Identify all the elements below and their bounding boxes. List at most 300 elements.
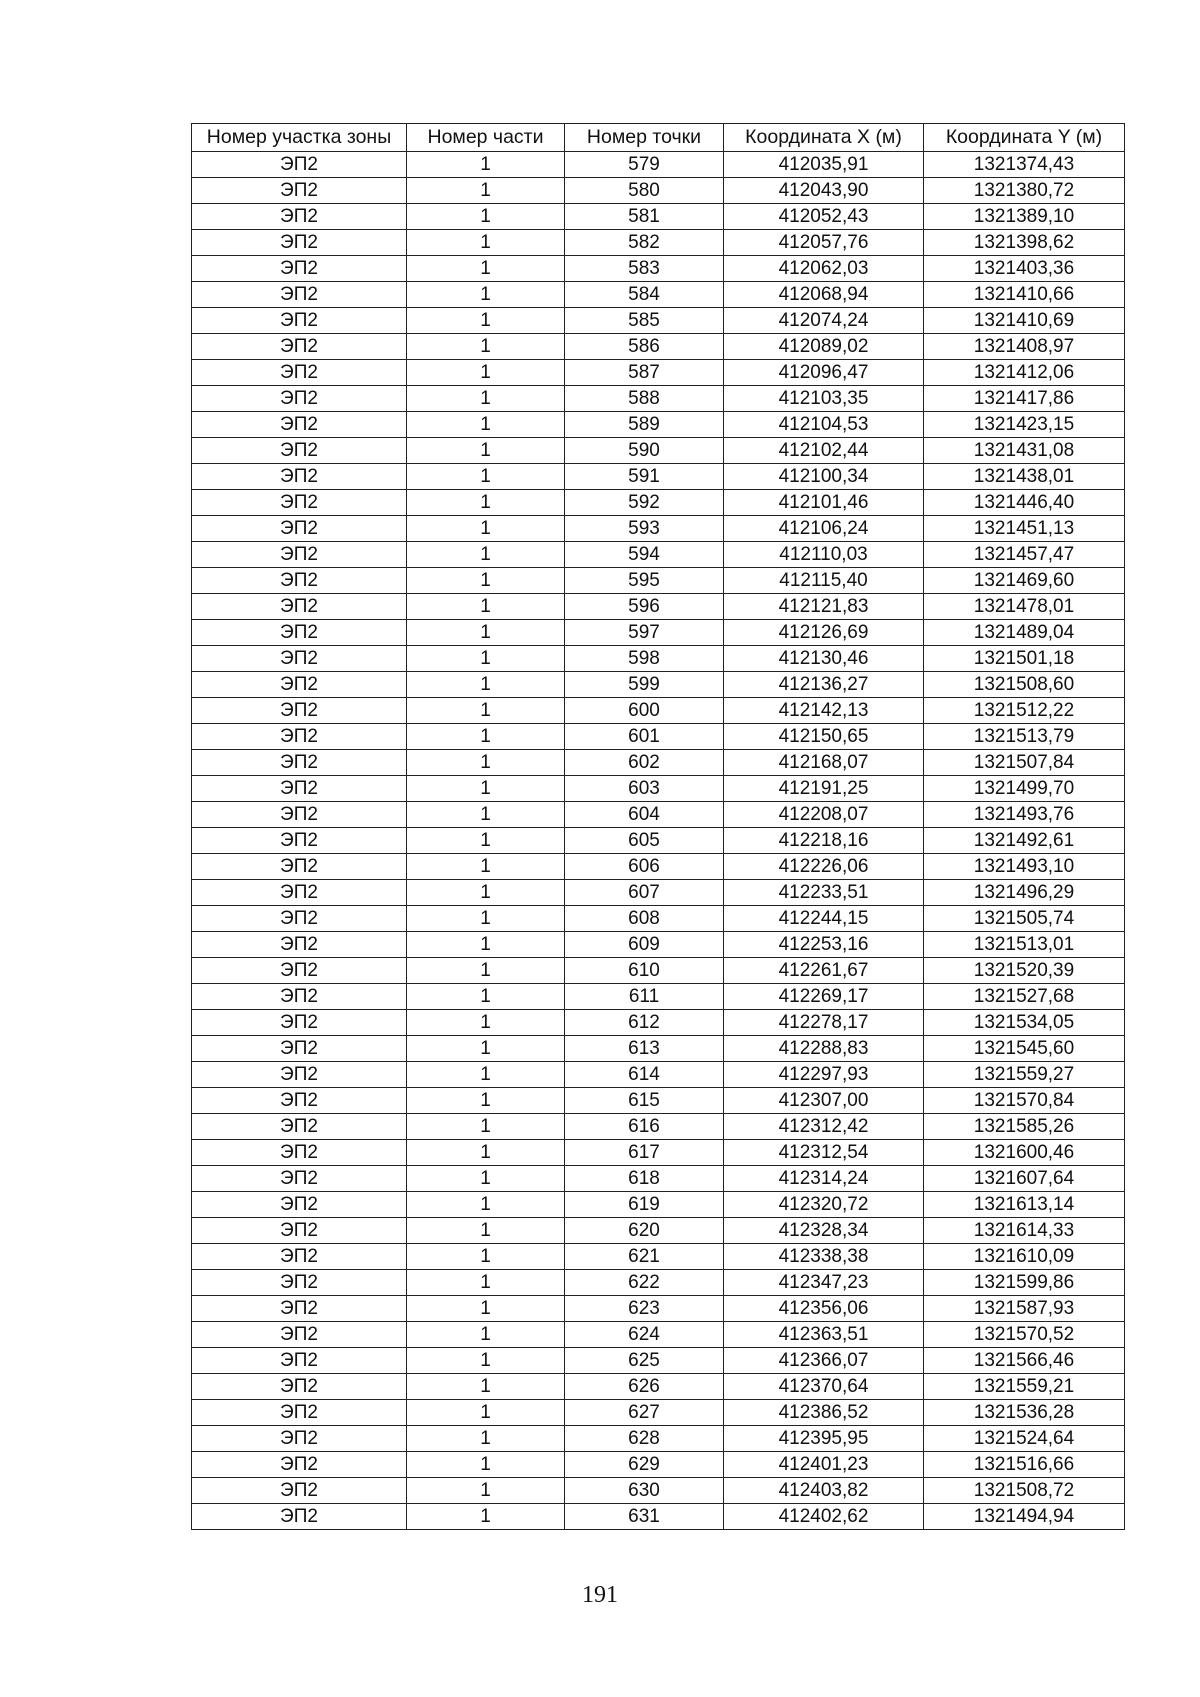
cell-coordinate-x: 412168,07 <box>724 750 924 776</box>
cell-zone-plot: ЭП2 <box>192 256 407 282</box>
cell-coordinate-y: 1321570,84 <box>924 1088 1125 1114</box>
cell-point-number: 627 <box>565 1400 724 1426</box>
cell-coordinate-y: 1321457,47 <box>924 542 1125 568</box>
cell-part-number: 1 <box>407 750 565 776</box>
cell-part-number: 1 <box>407 620 565 646</box>
table-row <box>192 1062 1125 1088</box>
table-row <box>192 724 1125 750</box>
table-row <box>192 282 1125 308</box>
cell-point-number: 602 <box>565 750 724 776</box>
cell-zone-plot: ЭП2 <box>192 646 407 672</box>
table-row <box>192 334 1125 360</box>
coordinates-table <box>191 123 1125 1530</box>
cell-coordinate-x: 412068,94 <box>724 282 924 308</box>
table-body <box>192 152 1125 1530</box>
cell-zone-plot: ЭП2 <box>192 204 407 230</box>
cell-part-number: 1 <box>407 854 565 880</box>
cell-part-number: 1 <box>407 204 565 230</box>
cell-coordinate-y: 1321613,14 <box>924 1192 1125 1218</box>
cell-coordinate-y: 1321496,29 <box>924 880 1125 906</box>
cell-coordinate-y: 1321599,86 <box>924 1270 1125 1296</box>
cell-point-number: 612 <box>565 1010 724 1036</box>
table-row <box>192 1348 1125 1374</box>
cell-point-number: 629 <box>565 1452 724 1478</box>
cell-zone-plot: ЭП2 <box>192 672 407 698</box>
cell-coordinate-y: 1321438,01 <box>924 464 1125 490</box>
cell-part-number: 1 <box>407 646 565 672</box>
table-row <box>192 750 1125 776</box>
cell-coordinate-y: 1321513,79 <box>924 724 1125 750</box>
cell-part-number: 1 <box>407 1036 565 1062</box>
cell-point-number: 619 <box>565 1192 724 1218</box>
cell-zone-plot: ЭП2 <box>192 1400 407 1426</box>
cell-part-number: 1 <box>407 1452 565 1478</box>
table-row <box>192 1244 1125 1270</box>
table-row <box>192 1036 1125 1062</box>
cell-zone-plot: ЭП2 <box>192 1244 407 1270</box>
cell-zone-plot: ЭП2 <box>192 1452 407 1478</box>
cell-zone-plot: ЭП2 <box>192 828 407 854</box>
cell-coordinate-x: 412110,03 <box>724 542 924 568</box>
cell-point-number: 626 <box>565 1374 724 1400</box>
cell-point-number: 598 <box>565 646 724 672</box>
cell-part-number: 1 <box>407 724 565 750</box>
cell-point-number: 584 <box>565 282 724 308</box>
cell-zone-plot: ЭП2 <box>192 750 407 776</box>
table-row <box>192 802 1125 828</box>
cell-point-number: 596 <box>565 594 724 620</box>
cell-coordinate-y: 1321524,64 <box>924 1426 1125 1452</box>
table-row <box>192 542 1125 568</box>
table-row <box>192 178 1125 204</box>
cell-coordinate-y: 1321610,09 <box>924 1244 1125 1270</box>
cell-coordinate-y: 1321508,60 <box>924 672 1125 698</box>
cell-zone-plot: ЭП2 <box>192 1348 407 1374</box>
cell-part-number: 1 <box>407 1504 565 1530</box>
cell-zone-plot: ЭП2 <box>192 178 407 204</box>
cell-coordinate-x: 412115,40 <box>724 568 924 594</box>
table-row <box>192 1166 1125 1192</box>
table-row <box>192 620 1125 646</box>
cell-part-number: 1 <box>407 1244 565 1270</box>
cell-point-number: 618 <box>565 1166 724 1192</box>
cell-part-number: 1 <box>407 1062 565 1088</box>
cell-coordinate-y: 1321374,43 <box>924 152 1125 178</box>
cell-coordinate-y: 1321389,10 <box>924 204 1125 230</box>
cell-coordinate-x: 412035,91 <box>724 152 924 178</box>
table-row <box>192 672 1125 698</box>
cell-coordinate-x: 412403,82 <box>724 1478 924 1504</box>
header-coordinate-x: Координата X (м) <box>724 124 924 152</box>
cell-coordinate-x: 412320,72 <box>724 1192 924 1218</box>
cell-zone-plot: ЭП2 <box>192 594 407 620</box>
cell-coordinate-y: 1321412,06 <box>924 360 1125 386</box>
cell-coordinate-x: 412104,53 <box>724 412 924 438</box>
cell-coordinate-y: 1321493,76 <box>924 802 1125 828</box>
cell-zone-plot: ЭП2 <box>192 152 407 178</box>
header-coordinate-y: Координата Y (м) <box>924 124 1125 152</box>
cell-part-number: 1 <box>407 1192 565 1218</box>
cell-point-number: 621 <box>565 1244 724 1270</box>
cell-zone-plot: ЭП2 <box>192 802 407 828</box>
cell-point-number: 611 <box>565 984 724 1010</box>
cell-part-number: 1 <box>407 178 565 204</box>
cell-coordinate-x: 412366,07 <box>724 1348 924 1374</box>
cell-point-number: 607 <box>565 880 724 906</box>
cell-point-number: 593 <box>565 516 724 542</box>
cell-zone-plot: ЭП2 <box>192 334 407 360</box>
cell-coordinate-y: 1321493,10 <box>924 854 1125 880</box>
cell-part-number: 1 <box>407 412 565 438</box>
cell-coordinate-y: 1321494,94 <box>924 1504 1125 1530</box>
table-row <box>192 1478 1125 1504</box>
cell-point-number: 609 <box>565 932 724 958</box>
cell-coordinate-x: 412269,17 <box>724 984 924 1010</box>
table-row <box>192 1010 1125 1036</box>
cell-zone-plot: ЭП2 <box>192 1114 407 1140</box>
cell-coordinate-y: 1321417,86 <box>924 386 1125 412</box>
cell-point-number: 630 <box>565 1478 724 1504</box>
cell-point-number: 628 <box>565 1426 724 1452</box>
cell-point-number: 631 <box>565 1504 724 1530</box>
cell-coordinate-x: 412191,25 <box>724 776 924 802</box>
table-row <box>192 516 1125 542</box>
cell-coordinate-y: 1321489,04 <box>924 620 1125 646</box>
cell-point-number: 606 <box>565 854 724 880</box>
table-row <box>192 308 1125 334</box>
cell-coordinate-y: 1321566,46 <box>924 1348 1125 1374</box>
cell-zone-plot: ЭП2 <box>192 958 407 984</box>
cell-zone-plot: ЭП2 <box>192 490 407 516</box>
cell-part-number: 1 <box>407 958 565 984</box>
cell-point-number: 603 <box>565 776 724 802</box>
table-row <box>192 1322 1125 1348</box>
cell-part-number: 1 <box>407 802 565 828</box>
cell-point-number: 601 <box>565 724 724 750</box>
table-row <box>192 360 1125 386</box>
cell-coordinate-y: 1321600,46 <box>924 1140 1125 1166</box>
cell-coordinate-x: 412370,64 <box>724 1374 924 1400</box>
table-row <box>192 1452 1125 1478</box>
cell-coordinate-x: 412106,24 <box>724 516 924 542</box>
cell-coordinate-y: 1321527,68 <box>924 984 1125 1010</box>
cell-coordinate-y: 1321380,72 <box>924 178 1125 204</box>
cell-point-number: 582 <box>565 230 724 256</box>
cell-zone-plot: ЭП2 <box>192 1270 407 1296</box>
cell-coordinate-x: 412386,52 <box>724 1400 924 1426</box>
cell-coordinate-x: 412363,51 <box>724 1322 924 1348</box>
table-row <box>192 698 1125 724</box>
cell-part-number: 1 <box>407 1270 565 1296</box>
cell-zone-plot: ЭП2 <box>192 1192 407 1218</box>
cell-zone-plot: ЭП2 <box>192 542 407 568</box>
table-row <box>192 256 1125 282</box>
cell-point-number: 583 <box>565 256 724 282</box>
cell-zone-plot: ЭП2 <box>192 412 407 438</box>
cell-zone-plot: ЭП2 <box>192 1166 407 1192</box>
cell-coordinate-x: 412395,95 <box>724 1426 924 1452</box>
table-row <box>192 646 1125 672</box>
cell-zone-plot: ЭП2 <box>192 464 407 490</box>
table-row <box>192 880 1125 906</box>
table-row <box>192 984 1125 1010</box>
cell-coordinate-x: 412312,54 <box>724 1140 924 1166</box>
cell-zone-plot: ЭП2 <box>192 1478 407 1504</box>
cell-part-number: 1 <box>407 230 565 256</box>
cell-point-number: 604 <box>565 802 724 828</box>
cell-part-number: 1 <box>407 360 565 386</box>
cell-point-number: 580 <box>565 178 724 204</box>
cell-coordinate-y: 1321451,13 <box>924 516 1125 542</box>
cell-coordinate-y: 1321520,39 <box>924 958 1125 984</box>
cell-part-number: 1 <box>407 308 565 334</box>
cell-zone-plot: ЭП2 <box>192 1088 407 1114</box>
table-row <box>192 568 1125 594</box>
table-row <box>192 854 1125 880</box>
cell-point-number: 590 <box>565 438 724 464</box>
cell-coordinate-y: 1321536,28 <box>924 1400 1125 1426</box>
cell-zone-plot: ЭП2 <box>192 1426 407 1452</box>
cell-point-number: 616 <box>565 1114 724 1140</box>
cell-zone-plot: ЭП2 <box>192 984 407 1010</box>
cell-point-number: 617 <box>565 1140 724 1166</box>
cell-point-number: 595 <box>565 568 724 594</box>
cell-coordinate-y: 1321505,74 <box>924 906 1125 932</box>
cell-zone-plot: ЭП2 <box>192 1062 407 1088</box>
cell-part-number: 1 <box>407 1218 565 1244</box>
cell-coordinate-x: 412338,38 <box>724 1244 924 1270</box>
cell-point-number: 579 <box>565 152 724 178</box>
cell-zone-plot: ЭП2 <box>192 1140 407 1166</box>
cell-part-number: 1 <box>407 776 565 802</box>
table-row <box>192 1114 1125 1140</box>
cell-coordinate-x: 412062,03 <box>724 256 924 282</box>
cell-zone-plot: ЭП2 <box>192 880 407 906</box>
cell-part-number: 1 <box>407 932 565 958</box>
cell-coordinate-y: 1321410,66 <box>924 282 1125 308</box>
cell-zone-plot: ЭП2 <box>192 516 407 542</box>
cell-point-number: 588 <box>565 386 724 412</box>
cell-part-number: 1 <box>407 1322 565 1348</box>
cell-coordinate-x: 412297,93 <box>724 1062 924 1088</box>
cell-coordinate-x: 412136,27 <box>724 672 924 698</box>
table-row <box>192 1140 1125 1166</box>
cell-coordinate-x: 412312,42 <box>724 1114 924 1140</box>
cell-coordinate-x: 412402,62 <box>724 1504 924 1530</box>
cell-part-number: 1 <box>407 1010 565 1036</box>
cell-coordinate-x: 412244,15 <box>724 906 924 932</box>
cell-zone-plot: ЭП2 <box>192 1504 407 1530</box>
cell-point-number: 620 <box>565 1218 724 1244</box>
cell-part-number: 1 <box>407 594 565 620</box>
cell-coordinate-x: 412314,24 <box>724 1166 924 1192</box>
table-row <box>192 1296 1125 1322</box>
cell-coordinate-y: 1321403,36 <box>924 256 1125 282</box>
cell-zone-plot: ЭП2 <box>192 308 407 334</box>
cell-coordinate-y: 1321607,64 <box>924 1166 1125 1192</box>
cell-coordinate-x: 412307,00 <box>724 1088 924 1114</box>
cell-coordinate-y: 1321408,97 <box>924 334 1125 360</box>
cell-coordinate-x: 412218,16 <box>724 828 924 854</box>
cell-coordinate-x: 412052,43 <box>724 204 924 230</box>
cell-coordinate-x: 412253,16 <box>724 932 924 958</box>
cell-point-number: 608 <box>565 906 724 932</box>
cell-part-number: 1 <box>407 334 565 360</box>
cell-coordinate-y: 1321507,84 <box>924 750 1125 776</box>
cell-zone-plot: ЭП2 <box>192 698 407 724</box>
cell-coordinate-x: 412074,24 <box>724 308 924 334</box>
cell-part-number: 1 <box>407 984 565 1010</box>
cell-point-number: 613 <box>565 1036 724 1062</box>
cell-zone-plot: ЭП2 <box>192 1322 407 1348</box>
cell-coordinate-y: 1321431,08 <box>924 438 1125 464</box>
cell-coordinate-x: 412278,17 <box>724 1010 924 1036</box>
cell-coordinate-x: 412233,51 <box>724 880 924 906</box>
cell-zone-plot: ЭП2 <box>192 620 407 646</box>
cell-part-number: 1 <box>407 1426 565 1452</box>
cell-point-number: 585 <box>565 308 724 334</box>
cell-coordinate-y: 1321499,70 <box>924 776 1125 802</box>
cell-zone-plot: ЭП2 <box>192 1296 407 1322</box>
cell-coordinate-x: 412328,34 <box>724 1218 924 1244</box>
table-row <box>192 1374 1125 1400</box>
cell-point-number: 605 <box>565 828 724 854</box>
cell-coordinate-x: 412288,83 <box>724 1036 924 1062</box>
cell-point-number: 587 <box>565 360 724 386</box>
cell-point-number: 624 <box>565 1322 724 1348</box>
cell-part-number: 1 <box>407 490 565 516</box>
table-row <box>192 776 1125 802</box>
cell-part-number: 1 <box>407 1114 565 1140</box>
cell-point-number: 625 <box>565 1348 724 1374</box>
cell-coordinate-y: 1321570,52 <box>924 1322 1125 1348</box>
cell-coordinate-y: 1321585,26 <box>924 1114 1125 1140</box>
table-row <box>192 438 1125 464</box>
cell-point-number: 600 <box>565 698 724 724</box>
cell-coordinate-x: 412103,35 <box>724 386 924 412</box>
cell-part-number: 1 <box>407 906 565 932</box>
header-part-number: Номер части <box>407 124 565 152</box>
cell-coordinate-x: 412150,65 <box>724 724 924 750</box>
cell-coordinate-y: 1321513,01 <box>924 932 1125 958</box>
cell-coordinate-x: 412096,47 <box>724 360 924 386</box>
cell-zone-plot: ЭП2 <box>192 932 407 958</box>
cell-part-number: 1 <box>407 256 565 282</box>
cell-coordinate-x: 412102,44 <box>724 438 924 464</box>
cell-zone-plot: ЭП2 <box>192 1218 407 1244</box>
cell-point-number: 589 <box>565 412 724 438</box>
cell-coordinate-y: 1321508,72 <box>924 1478 1125 1504</box>
cell-zone-plot: ЭП2 <box>192 230 407 256</box>
cell-part-number: 1 <box>407 568 565 594</box>
table-row <box>192 594 1125 620</box>
cell-coordinate-y: 1321559,27 <box>924 1062 1125 1088</box>
cell-coordinate-y: 1321410,69 <box>924 308 1125 334</box>
cell-coordinate-x: 412261,67 <box>724 958 924 984</box>
cell-zone-plot: ЭП2 <box>192 360 407 386</box>
cell-zone-plot: ЭП2 <box>192 282 407 308</box>
cell-point-number: 594 <box>565 542 724 568</box>
cell-point-number: 586 <box>565 334 724 360</box>
cell-coordinate-y: 1321492,61 <box>924 828 1125 854</box>
cell-coordinate-y: 1321614,33 <box>924 1218 1125 1244</box>
cell-coordinate-y: 1321545,60 <box>924 1036 1125 1062</box>
table-row <box>192 1426 1125 1452</box>
table-row <box>192 1192 1125 1218</box>
cell-coordinate-x: 412208,07 <box>724 802 924 828</box>
cell-coordinate-x: 412057,76 <box>724 230 924 256</box>
cell-coordinate-y: 1321559,21 <box>924 1374 1125 1400</box>
cell-zone-plot: ЭП2 <box>192 386 407 412</box>
cell-coordinate-y: 1321423,15 <box>924 412 1125 438</box>
cell-part-number: 1 <box>407 516 565 542</box>
cell-coordinate-y: 1321501,18 <box>924 646 1125 672</box>
cell-part-number: 1 <box>407 438 565 464</box>
cell-point-number: 591 <box>565 464 724 490</box>
cell-coordinate-x: 412142,13 <box>724 698 924 724</box>
table-row <box>192 386 1125 412</box>
cell-coordinate-x: 412347,23 <box>724 1270 924 1296</box>
cell-coordinate-x: 412100,34 <box>724 464 924 490</box>
cell-zone-plot: ЭП2 <box>192 1036 407 1062</box>
table-row <box>192 204 1125 230</box>
cell-coordinate-y: 1321398,62 <box>924 230 1125 256</box>
cell-coordinate-x: 412089,02 <box>724 334 924 360</box>
cell-coordinate-y: 1321534,05 <box>924 1010 1125 1036</box>
cell-coordinate-x: 412226,06 <box>724 854 924 880</box>
cell-part-number: 1 <box>407 698 565 724</box>
cell-zone-plot: ЭП2 <box>192 724 407 750</box>
table-row <box>192 906 1125 932</box>
cell-part-number: 1 <box>407 464 565 490</box>
cell-part-number: 1 <box>407 1374 565 1400</box>
cell-coordinate-y: 1321478,01 <box>924 594 1125 620</box>
cell-zone-plot: ЭП2 <box>192 568 407 594</box>
cell-part-number: 1 <box>407 828 565 854</box>
cell-part-number: 1 <box>407 386 565 412</box>
cell-part-number: 1 <box>407 282 565 308</box>
cell-coordinate-y: 1321446,40 <box>924 490 1125 516</box>
table-row <box>192 828 1125 854</box>
cell-part-number: 1 <box>407 1140 565 1166</box>
cell-coordinate-y: 1321469,60 <box>924 568 1125 594</box>
cell-point-number: 623 <box>565 1296 724 1322</box>
table-row <box>192 152 1125 178</box>
cell-part-number: 1 <box>407 672 565 698</box>
cell-zone-plot: ЭП2 <box>192 776 407 802</box>
header-zone-plot-number: Номер участка зоны <box>192 124 407 152</box>
cell-coordinate-x: 412401,23 <box>724 1452 924 1478</box>
cell-zone-plot: ЭП2 <box>192 1374 407 1400</box>
table-row <box>192 490 1125 516</box>
cell-coordinate-x: 412130,46 <box>724 646 924 672</box>
cell-zone-plot: ЭП2 <box>192 906 407 932</box>
cell-coordinate-x: 412101,46 <box>724 490 924 516</box>
cell-part-number: 1 <box>407 1296 565 1322</box>
cell-point-number: 581 <box>565 204 724 230</box>
table-header <box>192 124 1125 152</box>
cell-part-number: 1 <box>407 1166 565 1192</box>
cell-point-number: 597 <box>565 620 724 646</box>
cell-coordinate-y: 1321512,22 <box>924 698 1125 724</box>
cell-point-number: 614 <box>565 1062 724 1088</box>
cell-zone-plot: ЭП2 <box>192 438 407 464</box>
cell-part-number: 1 <box>407 1088 565 1114</box>
cell-part-number: 1 <box>407 1348 565 1374</box>
cell-part-number: 1 <box>407 152 565 178</box>
cell-zone-plot: ЭП2 <box>192 1010 407 1036</box>
cell-point-number: 615 <box>565 1088 724 1114</box>
